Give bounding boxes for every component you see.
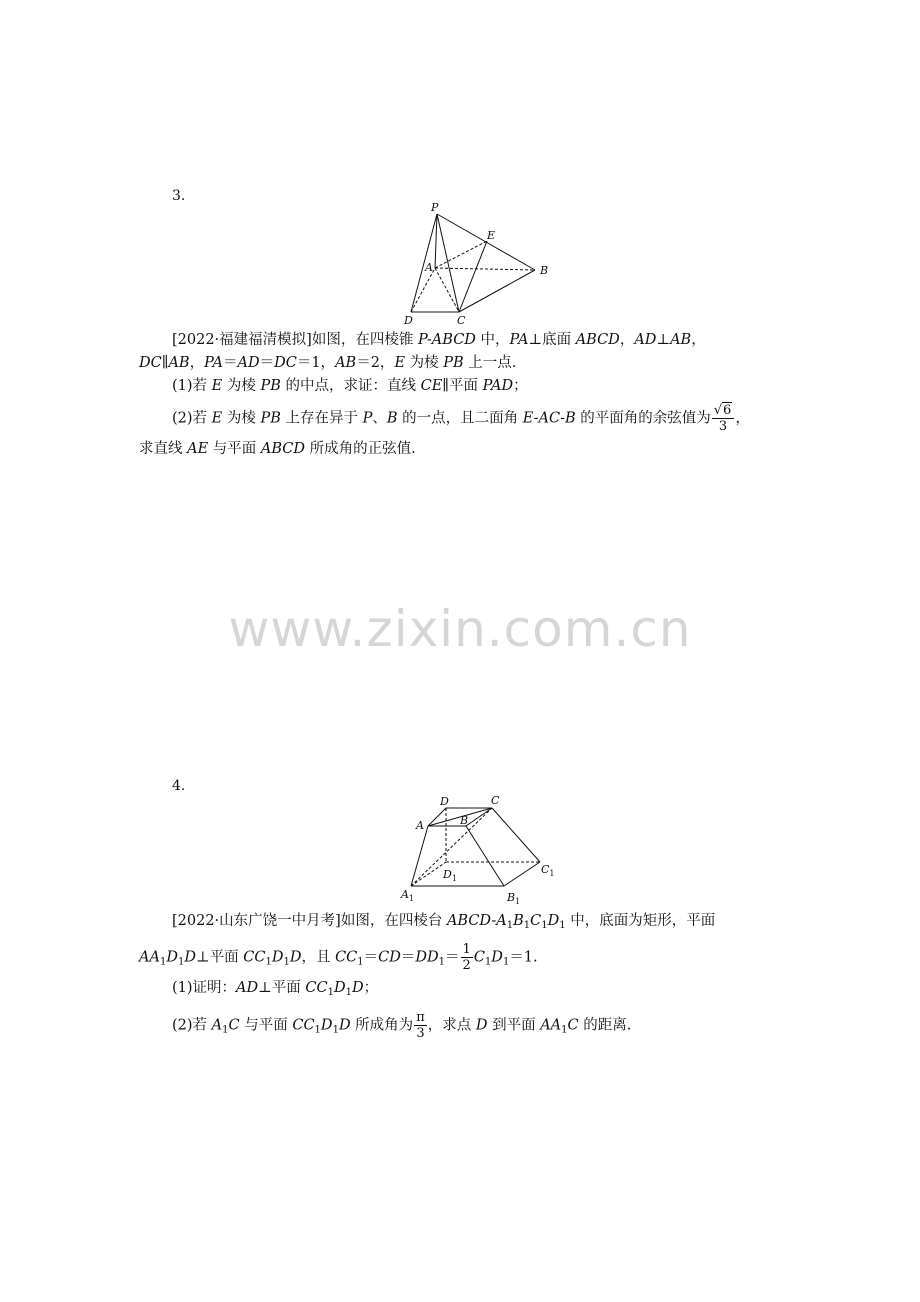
q4-part2: (2)若 $A_1C$ 与平面 $CC_1D_1D$ 所成角为 $\frac{\pi}{3}$ ，求点 D 到平面 $AA_1C$ 的距离.: [172, 1010, 632, 1041]
label-C: C: [457, 314, 466, 327]
label-E: E: [487, 229, 496, 242]
q3-pyramid-figure: [395, 200, 560, 330]
q4-stem-line2: $AA_1D_1D\perp$平面 $CC_1D_1D$，且 $CC_1=CD=DD_1=$ $\frac{1}{2}$ $C_1D_1=1$.: [139, 942, 538, 973]
svg-text:B1: $B_1$: [507, 891, 521, 906]
pi-over-3-fraction: $\frac{\pi}{3}$: [416, 1010, 425, 1041]
q3-part2-cont: 求直线 AE 与平面 ABCD 所成角的正弦值.: [139, 441, 416, 457]
label-B: B: [460, 814, 469, 827]
label-P: P: [431, 201, 439, 214]
label-C1: C: [541, 863, 550, 876]
watermark: www.zixin.com.cn: [228, 600, 692, 658]
q4-stem-line1: [2022·山东广饶一中月考]如图，在四棱台 ABCD-$A_1B_1C_1D_1$ 中，底面为矩形，平面: [172, 913, 716, 931]
label-C: C: [491, 794, 500, 807]
q4-number: 4.: [172, 778, 186, 794]
label-D: D: [404, 314, 413, 327]
q3-stem-line2: DC∥AB，PA＝AD＝DC＝1，AB＝2，E 为棱 PB 上一点.: [139, 355, 517, 371]
label-B1: B: [507, 891, 516, 904]
label-A1: A: [401, 888, 409, 901]
label-A: A: [425, 261, 433, 274]
q4-frustum-figure: [395, 790, 565, 910]
svg-text:A1: $A_1$: [401, 888, 415, 903]
label-D1: D: [443, 868, 452, 881]
q3-number: 3.: [172, 188, 186, 204]
q3-part1: (1)若 E 为棱 PB 的中点，求证：直线 CE∥平面 PAD；: [172, 378, 528, 394]
svg-text:C1: $C_1$: [541, 863, 555, 878]
label-D: D: [440, 795, 449, 808]
q4-part1: (1)证明：AD⊥平面 $CC_1D_1D$；: [172, 980, 379, 998]
label-A: A: [416, 819, 424, 832]
q3-stem-line1: [2022·福建福清模拟]如图，在四棱锥 P-ABCD 中，PA⊥底面 ABCD，AD⊥AB，: [172, 332, 706, 348]
label-B: B: [540, 264, 549, 277]
sqrt6-over-3-fraction: $\frac{√6}{3}$: [712, 404, 735, 433]
svg-text:D1: $D_1$: [443, 868, 457, 883]
one-half-fraction: $\frac{1}{2}$: [462, 942, 471, 973]
q3-part2: (2)若 E 为棱 PB 上存在异于 P、B 的一点，且二面角 E-AC-B 的平面角的余弦值为 $\frac{√6}{3}$ ，: [172, 403, 750, 434]
